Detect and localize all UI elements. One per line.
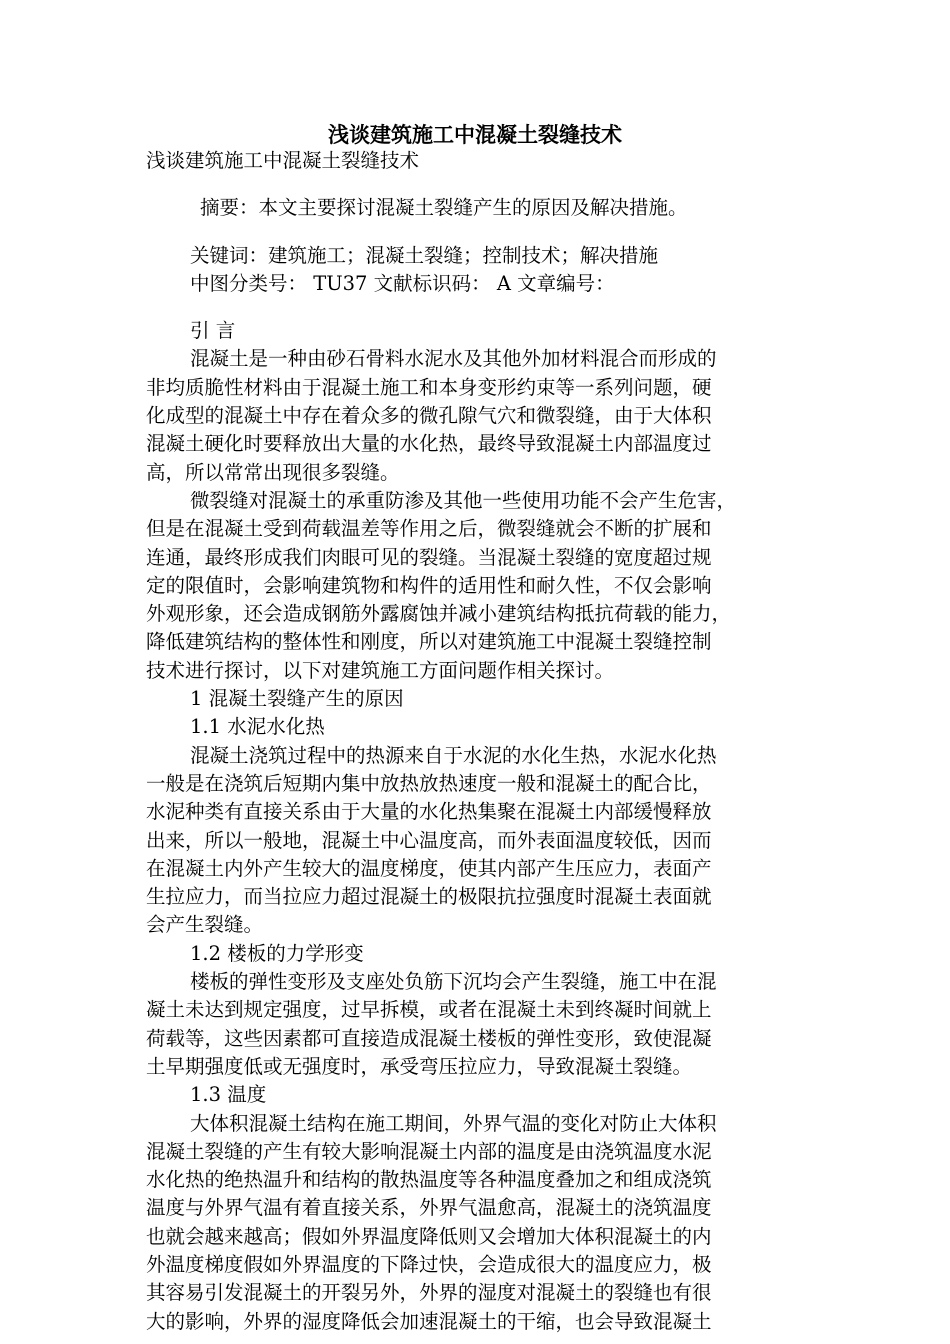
text-line: 大体积混凝土结构在施工期间，外界气温的变化对防止大体积 [190, 1111, 717, 1135]
text-line: 外观形象，还会造成钢筋外露腐蚀并减小建筑结构抵抗荷载的能力， [146, 602, 732, 626]
section-heading-1-1: 1.1 水泥水化热 [190, 715, 325, 739]
paragraph-intro-1 [146, 345, 806, 486]
text-line: 混凝土是一种由砂石骨料水泥水及其他外加材料混合而形成的 [190, 347, 717, 371]
text-line: 凝土未达到规定强度，过早拆模，或者在混凝土未到终凝时间就上 [146, 998, 712, 1022]
text-line: 生拉应力，而当拉应力超过混凝土的极限抗拉强度时混凝土表面就 [146, 885, 712, 909]
page-title: 浅谈建筑施工中混凝土裂缝技术 [328, 122, 622, 147]
classification-line: 中图分类号： TU37 文献标识码： A 文章编号： [190, 271, 615, 295]
text-line: 非均质脆性材料由于混凝土施工和本身变形约束等一系列问题，硬 [146, 375, 712, 399]
text-line: 混凝土裂缝的产生有较大影响混凝土内部的温度是由浇筑温度水泥 [146, 1139, 712, 1163]
text-line: 微裂缝对混凝土的承重防渗及其他一些使用功能不会产生危害， [190, 488, 737, 512]
text-line: 会产生裂缝。 [146, 913, 264, 937]
abstract: 摘要：本文主要探讨混凝土裂缝产生的原因及解决措施。 [200, 196, 688, 220]
text-line: 一般是在浇筑后短期内集中放热放热速度一般和混凝土的配合比， [146, 771, 712, 795]
text-line: 定的限值时，会影响建筑物和构件的适用性和耐久性，不仅会影响 [146, 573, 712, 597]
paragraph-intro-2 [146, 487, 806, 685]
text-line: 在混凝土内外产生较大的温度梯度，使其内部产生压应力，表面产 [146, 856, 712, 880]
text-line: 土早期强度低或无强度时，承受弯压拉应力，导致混凝土裂缝。 [146, 1054, 693, 1078]
paragraph-temperature [146, 1110, 806, 1336]
section-heading-1: 1 混凝土裂缝产生的原因 [190, 687, 404, 711]
text-line: 混凝土浇筑过程中的热源来自于水泥的水化生热，水泥水化热 [190, 743, 717, 767]
text-line: 外温度梯度假如外界温度的下降过快，会造成很大的温度应力，极 [146, 1252, 712, 1276]
text-line: 大的影响，外界的湿度降低会加速混凝土的干缩，也会导致混凝土 [146, 1309, 712, 1333]
text-line: 也就会越来越高；假如外界温度降低则又会增加大体积混凝土的内 [146, 1224, 712, 1248]
text-line: 其容易引发混凝土的开裂另外，外界的湿度对混凝土的裂缝也有很 [146, 1281, 712, 1305]
text-line: 出来，所以一般地，混凝土中心温度高，而外表面温度较低，因而 [146, 828, 712, 852]
section-heading-1-2: 1.2 楼板的力学形变 [190, 941, 364, 965]
text-line: 技术进行探讨，以下对建筑施工方面问题作相关探讨。 [146, 658, 615, 682]
intro-heading: 引 言 [190, 319, 236, 343]
text-line: 温度与外界气温有着直接关系，外界气温愈高，混凝土的浇筑温度 [146, 1196, 712, 1220]
keywords: 关键词：建筑施工；混凝土裂缝；控制技术；解决措施 [190, 243, 659, 267]
text-line: 连通，最终形成我们肉眼可见的裂缝。当混凝土裂缝的宽度超过规 [146, 545, 712, 569]
text-line: 水化热的绝热温升和结构的散热温度等各种温度叠加之和组成浇筑 [146, 1168, 712, 1192]
text-line: 水泥种类有直接关系由于大量的水化热集聚在混凝土内部缓慢释放 [146, 800, 712, 824]
text-line: 荷载等，这些因素都可直接造成混凝土楼板的弹性变形，致使混凝 [146, 1026, 712, 1050]
text-line: 降低建筑结构的整体性和刚度，所以对建筑施工中混凝土裂缝控制 [146, 630, 712, 654]
document-body [146, 147, 806, 1336]
text-line: 高，所以常常出现很多裂缝。 [146, 460, 400, 484]
subtitle: 浅谈建筑施工中混凝土裂缝技术 [146, 149, 420, 172]
text-line: 楼板的弹性变形及支座处负筋下沉均会产生裂缝，施工中在混 [190, 970, 717, 994]
paragraph-hydration-heat [146, 742, 806, 940]
text-line: 混凝土硬化时要释放出大量的水化热，最终导致混凝土内部温度过 [146, 432, 712, 456]
text-line: 化成型的混凝土中存在着众多的微孔隙气穴和微裂缝，由于大体积 [146, 404, 712, 428]
paragraph-slab-deformation [146, 968, 806, 1081]
text-line: 但是在混凝土受到荷载温差等作用之后，微裂缝就会不断的扩展和 [146, 517, 712, 541]
section-heading-1-3: 1.3 温度 [190, 1083, 267, 1107]
